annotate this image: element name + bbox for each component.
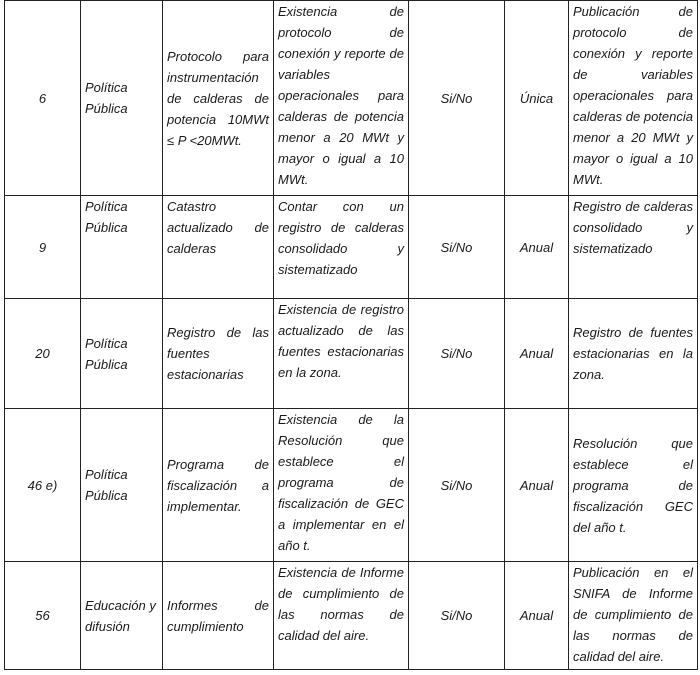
measure-number: 20 bbox=[5, 299, 81, 409]
measure-frequency: Anual bbox=[505, 409, 569, 562]
table-row bbox=[5, 196, 698, 299]
measure-indicator: Existencia de protocolo de conexión y reporte de variables operacionales para calderas de potencia menor a 20 MWt y mayor o igual a 10 MWt. bbox=[274, 1, 409, 196]
measure-indicator: Existencia de la Resolución que establece el programa de fiscalización de GEC a implementar en el año t. bbox=[274, 409, 409, 562]
measure-type: Política Pública bbox=[81, 299, 163, 409]
measure-name: Registro de las fuentes estacionarias bbox=[163, 299, 274, 409]
measure-indicator: Existencia de registro actualizado de las fuentes estacionarias en la zona. bbox=[274, 299, 409, 409]
measure-type: Política Pública bbox=[81, 1, 163, 196]
table-row bbox=[5, 299, 698, 409]
measure-frequency: Única bbox=[505, 1, 569, 196]
measures-table bbox=[4, 0, 698, 670]
measure-unit: Si/No bbox=[409, 409, 505, 562]
measure-verification: Publicación en el SNIFA de Informe de cumplimiento de las normas de calidad del aire. bbox=[569, 562, 698, 670]
measure-verification: Publicación de protocolo de conexión y reporte de variables operacionales para calderas de potencia menor a 20 MWt y mayor o igual a 10 MWt. bbox=[569, 1, 698, 196]
measure-number: 6 bbox=[5, 1, 81, 196]
measure-type: Educación y difusión bbox=[81, 562, 163, 670]
measure-name: Informes de cumplimiento bbox=[163, 562, 274, 670]
measure-unit: Si/No bbox=[409, 562, 505, 670]
measure-type: Política Pública bbox=[81, 409, 163, 562]
measure-unit: Si/No bbox=[409, 1, 505, 196]
table-row bbox=[5, 409, 698, 562]
measure-name: Protocolo para instrumentación de calderas de potencia 10MWt ≤ P <20MWt. bbox=[163, 1, 274, 196]
measure-name: Catastro actualizado de calderas bbox=[163, 196, 274, 299]
measure-number: 9 bbox=[5, 196, 81, 299]
measure-frequency: Anual bbox=[505, 196, 569, 299]
measure-unit: Si/No bbox=[409, 196, 505, 299]
measure-verification: Registro de fuentes estacionarias en la zona. bbox=[569, 299, 698, 409]
measure-indicator: Contar con un registro de calderas consolidado y sistematizado bbox=[274, 196, 409, 299]
measure-unit: Si/No bbox=[409, 299, 505, 409]
measure-indicator: Existencia de Informe de cumplimiento de las normas de calidad del aire. bbox=[274, 562, 409, 670]
measure-verification: Registro de calderas consolidado y sistematizado bbox=[569, 196, 698, 299]
measure-frequency: Anual bbox=[505, 299, 569, 409]
measure-name: Programa de fiscalización a implementar. bbox=[163, 409, 274, 562]
table-row bbox=[5, 1, 698, 196]
measure-type: Política Pública bbox=[81, 196, 163, 299]
measure-number: 56 bbox=[5, 562, 81, 670]
table-row bbox=[5, 562, 698, 670]
measure-frequency: Anual bbox=[505, 562, 569, 670]
measure-verification: Resolución que establece el programa de fiscalización GEC del año t. bbox=[569, 409, 698, 562]
measure-number: 46 e) bbox=[5, 409, 81, 562]
